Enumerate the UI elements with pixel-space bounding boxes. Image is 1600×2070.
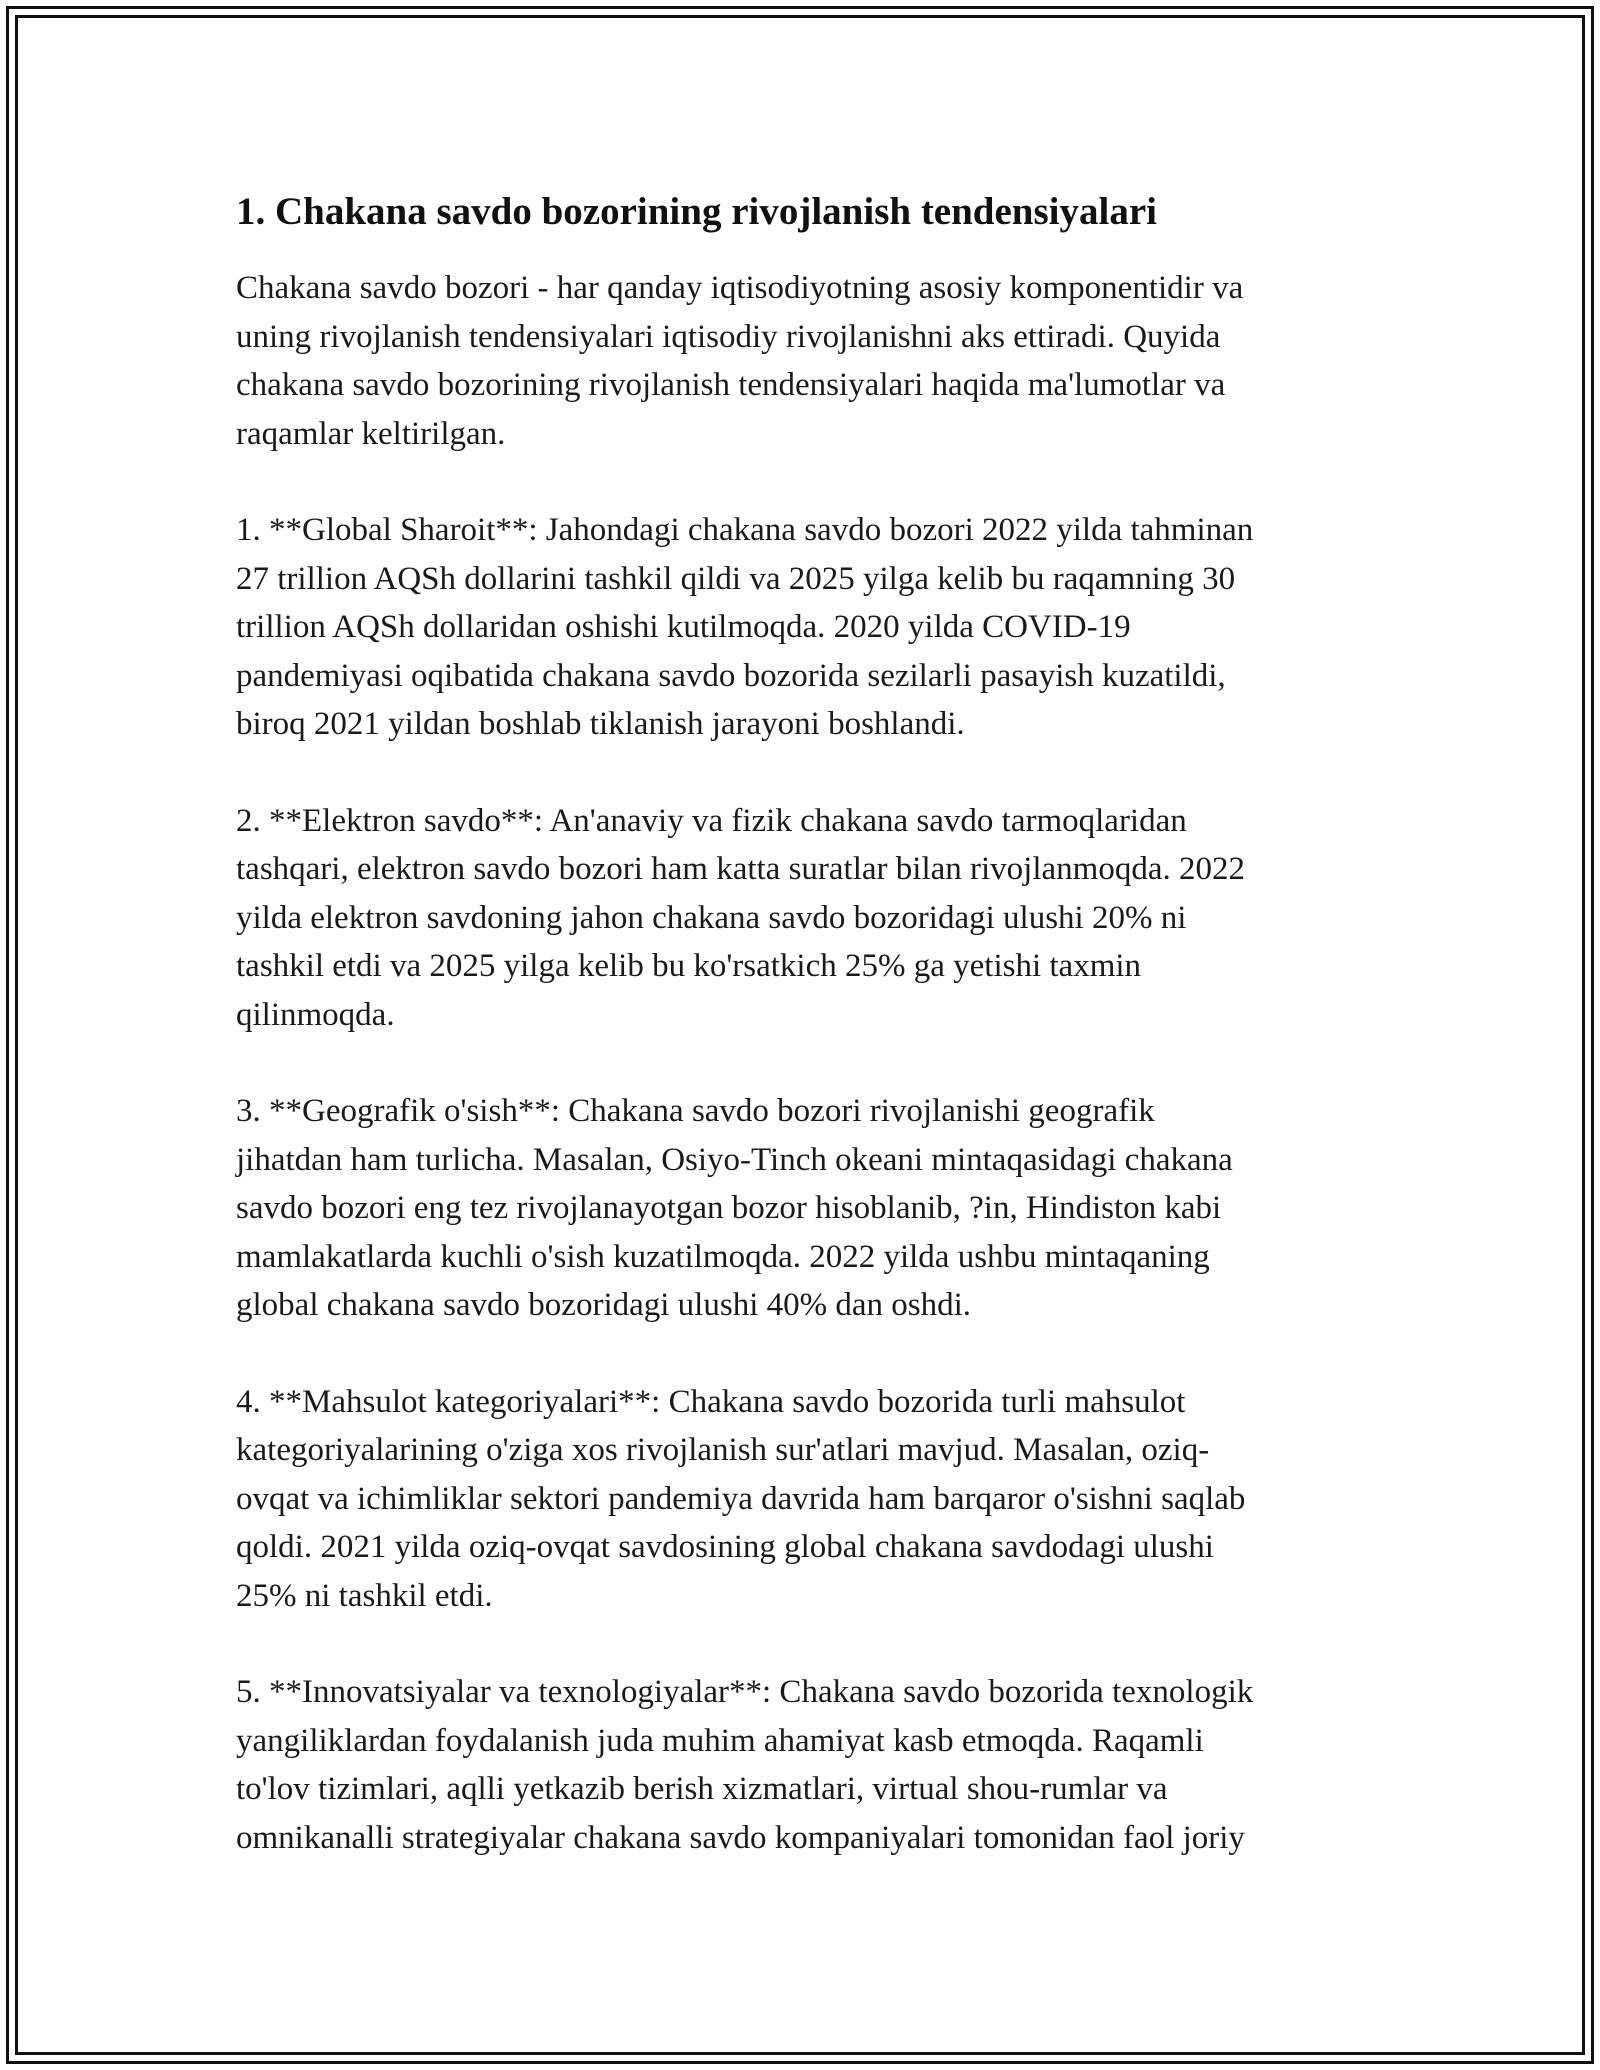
product-categories-paragraph: 4. **Mahsulot kategoriyalari**: Chakana savdo bozorida turli mahsulot kategoriyalarining o'ziga xos rivojlanish sur'atlari mavjud. Masalan, oziq- ovqat va ichimliklar sektori pandemiya davrida ham barqaror o'sishni saqlab qoldi. 2021 yilda oziq-ovqat savdosining global chakana savdodagi ulushi 25% ni tashkil etdi. xyxy=(236,1383,1246,1614)
e-commerce-paragraph: 2. **Elektron savdo**: An'anaviy va fizik chakana savdo tarmoqlaridan tashqari, elektron savdo bozori ham katta suratlar bilan rivojlanmoqda. 2022 yilda elektron savdoning jahon chakana savdo bozoridagi ulushi 20% ni tashkil etdi va 2025 yilga kelib bu ko'rsatkich 25% ga yetishi taxmin qilinmoqda. xyxy=(236,802,1245,1033)
global-conditions-paragraph: 1. **Global Sharoit**: Jahondagi chakana savdo bozori 2022 yilda tahminan 27 trillion AQSh dollarini tashkil qildi va 2025 yilga kelib bu raqamning 30 trillion AQSh dollaridan oshishi kutilmoqda. 2020 yilda COVID-19 pandemiyasi oqibatida chakana savdo bozorida sezilarli pasayish kuzatildi, biroq 2021 yildan boshlab tiklanish jarayoni boshlandi. xyxy=(236,512,1254,742)
section-heading: 1. Chakana savdo bozorining rivojlanish tendensiyalari xyxy=(236,190,1157,233)
intro-paragraph: Chakana savdo bozori - har qanday iqtisodiyotning asosiy komponentidir va uning rivojlanish tendensiyalari iqtisodiy rivojlanishni aks ettiradi. Quyida chakana savdo bozorining rivojlanish tendensiyalari haqida ma'lumotlar va raqamlar keltirilgan. xyxy=(236,270,1244,452)
document-body xyxy=(236,186,1386,1862)
geographic-growth-paragraph: 3. **Geografik o'sish**: Chakana savdo bozori rivojlanishi geografik jihatdan ham turlicha. Masalan, Osiyo-Tinch okeani mintaqasidagi chakana savdo bozori eng tez rivojlanayotgan bozor hisoblanib, ?in, Hindiston kabi mamlakatlarda kuchli o'sish kuzatilmoqda. 2022 yilda ushbu mintaqaning global chakana savdo bozoridagi ulushi 40% dan oshdi. xyxy=(236,1093,1233,1323)
innovations-paragraph: 5. **Innovatsiyalar va texnologiyalar**: Chakana savdo bozorida texnologik yangiliklardan foydalanish juda muhim ahamiyat kasb etmoqda. Raqamli to'lov tizimlari, aqlli yetkazib berish xizmatlari, virtual shou-rumlar va omnikanalli strategiyalar chakana savdo kompaniyalari tomonidan faol joriy xyxy=(236,1674,1254,1856)
